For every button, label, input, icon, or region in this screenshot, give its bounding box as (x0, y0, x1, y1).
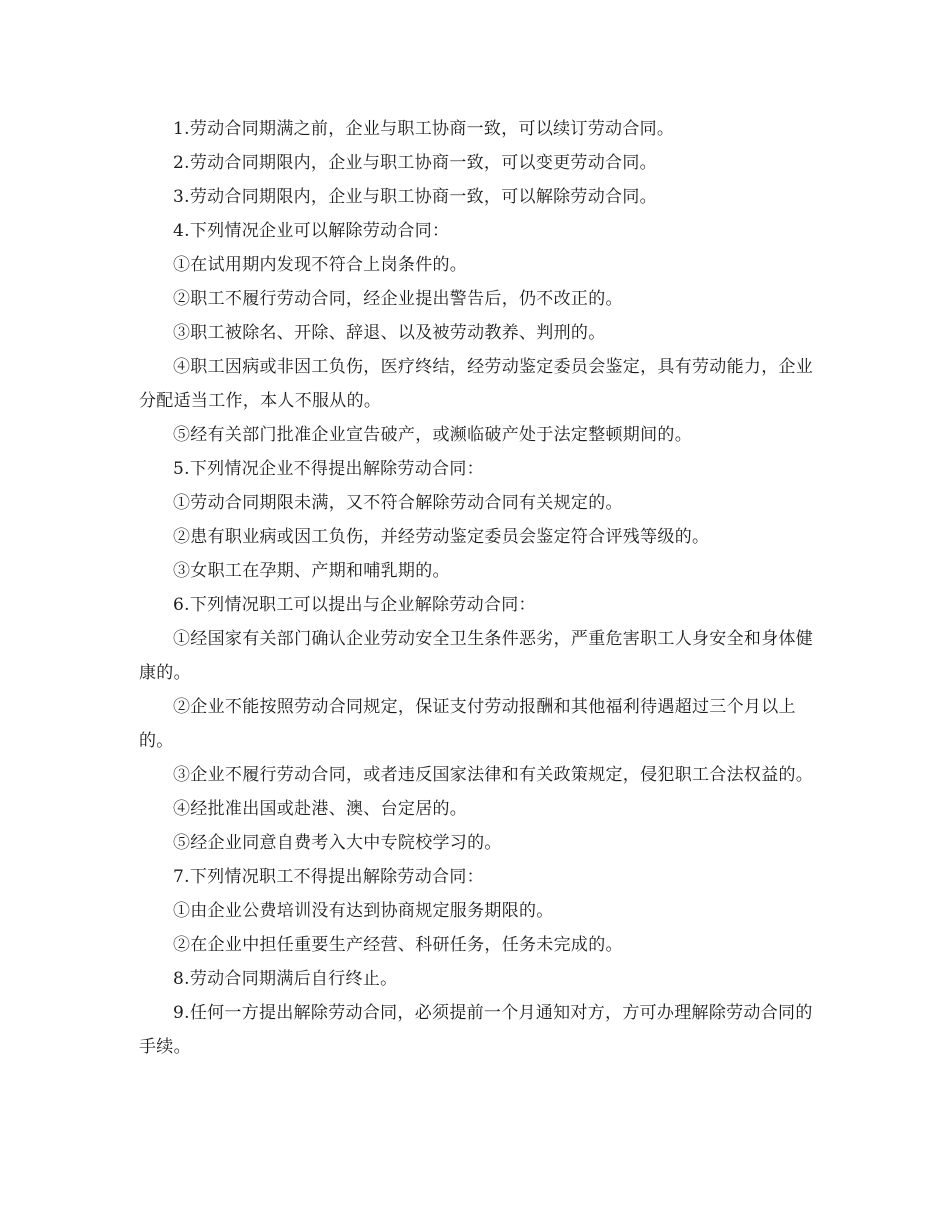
document-body (139, 112, 829, 1064)
paragraph-7-item-2: ②在企业中担任重要生产经营、科研任务，任务未完成的。 (173, 935, 623, 955)
paragraph-4-item-1: ①在试用期内发现不符合上岗条件的。 (173, 255, 468, 275)
paragraph-6-item-1: ①经国家有关部门确认企业劳动安全卫生条件恶劣，严重危害职工人身安全和身体健康的。 (139, 629, 814, 683)
paragraph-5-item-3: ③女职工在孕期、产期和哺乳期的。 (173, 561, 450, 581)
paragraph-4-item-3: ③职工被除名、开除、辞退、以及被劳动教养、判刑的。 (173, 323, 606, 343)
paragraph-4-item-2: ②职工不履行劳动合同，经企业提出警告后，仍不改正的。 (173, 289, 623, 309)
paragraph-5-item-1: ①劳动合同期限未满，又不符合解除劳动合同有关规定的。 (173, 493, 623, 513)
paragraph-1: 1.劳动合同期满之前，企业与职工协商一致，可以续订劳动合同。 (173, 119, 675, 139)
paragraph-4-item-4: ④职工因病或非因工负伤，医疗终结，经劳动鉴定委员会鉴定，具有劳动能力，企业分配适当工作，本人不服从的。 (139, 357, 814, 411)
paragraph-4: 4.下列情况企业可以解除劳动合同： (173, 221, 450, 241)
paragraph-4-item-5: ⑤经有关部门批准企业宣告破产，或濒临破产处于法定整顿期间的。 (173, 425, 692, 445)
paragraph-5: 5.下列情况企业不得提出解除劳动合同： (173, 459, 484, 479)
paragraph-7: 7.下列情况职工不得提出解除劳动合同： (173, 867, 484, 887)
paragraph-7-item-1: ①由企业公费培训没有达到协商规定服务期限的。 (173, 901, 554, 921)
paragraph-6-item-4: ④经批准出国或赴港、澳、台定居的。 (173, 799, 468, 819)
paragraph-6: 6.下列情况职工可以提出与企业解除劳动合同： (173, 595, 536, 615)
paragraph-9: 9.任何一方提出解除劳动合同，必须提前一个月通知对方，方可办理解除劳动合同的手续。 (139, 1003, 813, 1057)
paragraph-2: 2.劳动合同期限内，企业与职工协商一致，可以变更劳动合同。 (173, 153, 657, 173)
paragraph-3: 3.劳动合同期限内，企业与职工协商一致，可以解除劳动合同。 (173, 187, 657, 207)
paragraph-6-item-3: ③企业不履行劳动合同，或者违反国家法律和有关政策规定，侵犯职工合法权益的。 (173, 765, 814, 785)
paragraph-8: 8.劳动合同期满后自行终止。 (173, 969, 398, 989)
paragraph-6-item-5: ⑤经企业同意自费考入大中专院校学习的。 (173, 833, 502, 853)
paragraph-5-item-2: ②患有职业病或因工负伤，并经劳动鉴定委员会鉴定符合评残等级的。 (173, 527, 710, 547)
paragraph-6-item-2: ②企业不能按照劳动合同规定，保证支付劳动报酬和其他福利待遇超过三个月以上的。 (139, 697, 796, 751)
